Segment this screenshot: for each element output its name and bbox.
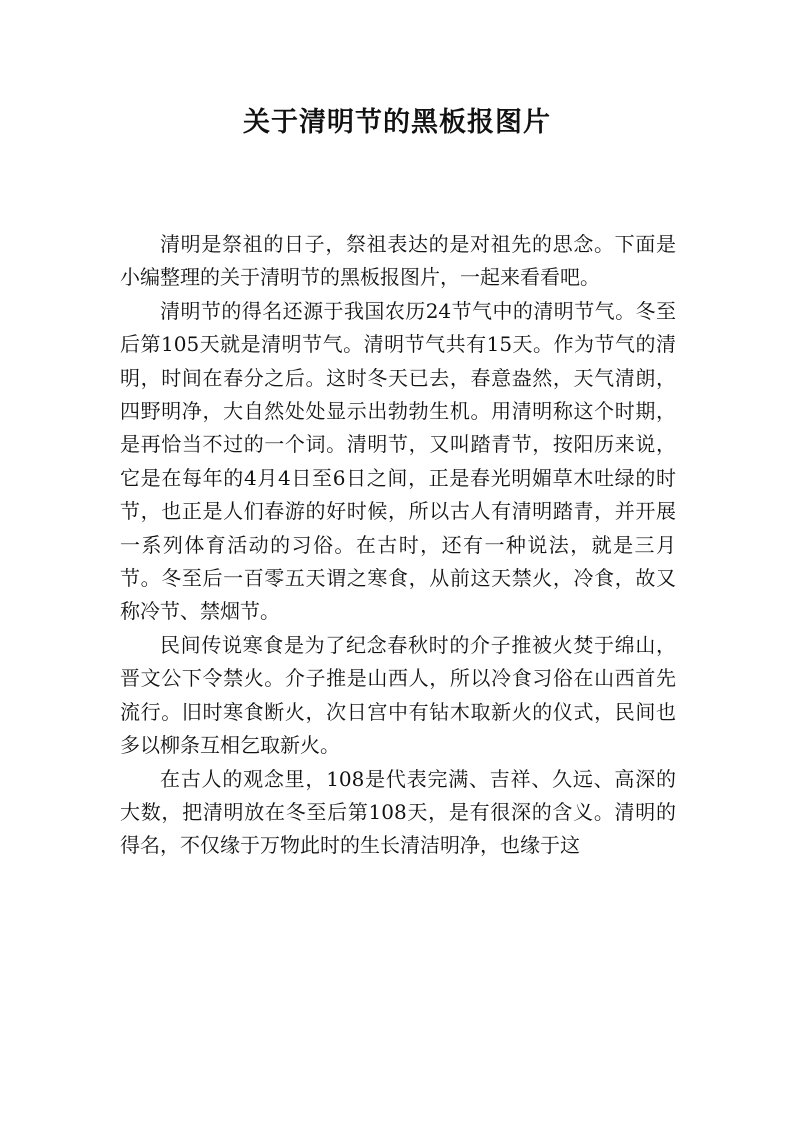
paragraph-name-origin: 清明节的得名还源于我国农历24节气中的清明节气。冬至后第105天就是清明节气。清明节气共有15天。作为节气的清明，时间在春分之后。这时冬天已去，春意盎然，天气清朗，四野明净，大自然处处显示出勃勃生机。用清明称这个时期，是再恰当不过的一个词。清明节，又叫踏青节，按阳历来说，它是在每年的4月4日至6日之间，正是春光明媚草木吐绿的时节，也正是人们春游的好时候，所以古人有清明踏青，并开展一系列体育活动的习俗。在古时，还有一种说法，就是三月节。冬至后一百零五天谓之寒食，从前这天禁火，冷食，故又称冷节、禁烟节。: [120, 298, 676, 624]
paragraph-number-108: 在古人的观念里，108是代表完满、吉祥、久远、高深的大数，把清明放在冬至后第108天，是有很深的含义。清明的得名，不仅缘于万物此时的生长清洁明净，也缘于这: [120, 766, 676, 858]
paragraph-intro: 清明是祭祖的日子，祭祖表达的是对祖先的思念。下面是小编整理的关于清明节的黑板报图片，一起来看看吧。: [120, 232, 676, 290]
document-body: [120, 228, 676, 863]
document-title: 关于清明节的黑板报图片: [243, 107, 551, 138]
paragraph-cold-food-legend: 民间传说寒食是为了纪念春秋时的介子推被火焚于绵山，晋文公下令禁火。介子推是山西人，所以冷食习俗在山西首先流行。旧时寒食断火，次日宫中有钻木取新火的仪式，民间也多以柳条互相乞取新火。: [120, 632, 676, 758]
